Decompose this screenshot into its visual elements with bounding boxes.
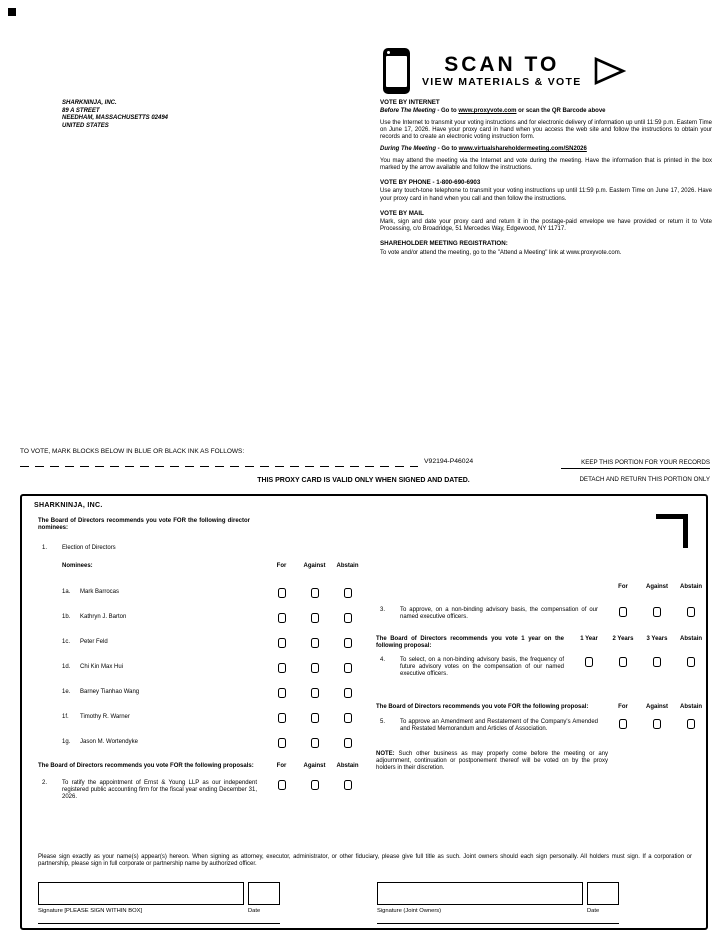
checkbox-against[interactable] (311, 713, 319, 723)
scan-title: SCAN TO (444, 53, 560, 76)
during-meeting-label: During The Meeting (380, 146, 436, 153)
proxyvote-link[interactable]: www.proxyvote.com (458, 108, 517, 115)
nominee-row (38, 730, 364, 755)
proposal-number: 3. (380, 607, 386, 613)
checkbox-abstain[interactable] (344, 780, 352, 790)
abstain-header: Abstain (336, 563, 359, 569)
nominees-header-row (38, 563, 364, 570)
recommendation-proposals-row (38, 763, 364, 770)
vote-column-headers (265, 563, 364, 570)
before-meeting-mid: - Go to (435, 108, 459, 115)
corner-registration-bracket (656, 514, 688, 548)
recommendation-proposal5: The Board of Directors recommends you vote FOR the following proposal: (376, 704, 589, 710)
vote-column-headers (606, 584, 708, 591)
scan-banner-text (422, 54, 582, 88)
proposal-text: To approve an Amendment and Restatement of the Company's Amended and Restated Memorandum and Articles of Association. (400, 719, 598, 732)
proposal-2 (38, 780, 364, 801)
vote-column-headers (606, 704, 708, 711)
proposal-5 (376, 719, 708, 733)
nominees-label: Nominees: (62, 563, 93, 569)
checkbox-abstain[interactable] (344, 713, 352, 723)
checkbox-abstain[interactable] (344, 588, 352, 598)
proposal-text: Election of Directors (62, 545, 116, 551)
checkbox-abstain[interactable] (344, 663, 352, 673)
proposal-text: To select, on a non-binding advisory basis, the frequency of future advisory votes on the compensation of our named executive officers. (400, 657, 564, 677)
scan-banner (383, 48, 626, 94)
two-years-header: 2 Years (612, 636, 634, 642)
before-meeting-label: Before The Meeting (380, 108, 436, 115)
detach-portion-label: DETACH AND RETURN THIS PORTION ONLY (579, 476, 710, 483)
sender-address-line: UNITED STATES (62, 122, 109, 129)
abstain-header: Abstain (679, 636, 702, 642)
sender-address-block (62, 100, 168, 130)
checkbox-for[interactable] (619, 607, 627, 617)
proposal-number: 2. (42, 780, 48, 786)
nominee-id: 1g. (62, 739, 71, 745)
phone-camera-dot (387, 51, 390, 54)
checkbox-2-years[interactable] (619, 657, 627, 667)
nominee-id: 1a. (62, 589, 71, 595)
frequency-column-headers (572, 636, 708, 643)
against-header: Against (303, 563, 326, 569)
proposal-number: 5. (380, 719, 386, 725)
nominee-id: 1d. (62, 664, 71, 670)
vote-by-phone-heading: VOTE BY PHONE - 1-800-690-6903 (380, 179, 481, 187)
signature-group-primary (38, 882, 280, 924)
recommendation-frequency: The Board of Directors recommends you vote 1 year on the following proposal: (376, 636, 564, 649)
checkbox-against[interactable] (653, 719, 661, 729)
for-header: For (618, 584, 628, 590)
scan-subtitle: VIEW MATERIALS & VOTE (422, 76, 582, 88)
signature-boxes (38, 882, 280, 905)
recommendation-nominees: The Board of Directors recommends you vote FOR the following director nominees: (38, 518, 250, 531)
signature-instructions: Please sign exactly as your name(s) appear(s) hereon. When signing as attorney, executor, administrator, or other fiduciary, please give full title as such. Joint owners should each sign personally. All holders must sign. If a corporation or partnership, please sign in full corporate or partnership name by authorized officer. (38, 854, 692, 867)
vote-column-headers (265, 763, 364, 770)
checkbox-against[interactable] (311, 688, 319, 698)
checkbox-for[interactable] (278, 613, 286, 623)
recommendation-proposal5-row (376, 704, 708, 711)
phone-icon (383, 48, 410, 94)
checkbox-against[interactable] (311, 780, 319, 790)
nominee-row (38, 605, 364, 630)
before-meeting-tail: or scan the QR Barcode above (516, 108, 606, 115)
proposal-3 (376, 607, 708, 621)
nominee-name: Timothy R. Warner (80, 714, 130, 720)
checkbox-for[interactable] (278, 638, 286, 648)
abstain-header: Abstain (679, 704, 702, 710)
checkbox-3-years[interactable] (653, 657, 661, 667)
valid-when-signed-notice: THIS PROXY CARD IS VALID ONLY WHEN SIGNED AND DATED. (257, 477, 470, 484)
registration-mark (8, 8, 16, 16)
against-header: Against (303, 763, 326, 769)
checkbox-abstain[interactable] (344, 738, 352, 748)
nominee-name: Barney Tianhao Wang (80, 689, 140, 695)
phone-body: Use any touch-tone telephone to transmit your voting instructions up until 11:59 p.m. Eastern Time on June 17, 2026. Have your proxy card in hand when you call and then follow the instructions. (380, 188, 712, 202)
signature-field[interactable] (38, 882, 244, 905)
nominee-id: 1b. (62, 614, 71, 620)
checkbox-abstain[interactable] (344, 688, 352, 698)
mark-blocks-instruction: TO VOTE, MARK BLOCKS BELOW IN BLUE OR BLACK INK AS FOLLOWS: (20, 448, 245, 455)
signature-boxes (377, 882, 619, 905)
checkbox-for[interactable] (619, 719, 627, 729)
checkbox-for[interactable] (278, 780, 286, 790)
vote-by-internet-heading: VOTE BY INTERNET (380, 99, 440, 106)
against-header: Against (645, 704, 668, 710)
nominee-row (38, 630, 364, 655)
voting-instructions (380, 99, 712, 261)
ballot-left-column (38, 518, 364, 801)
for-header: For (276, 563, 287, 569)
signature-labels (377, 908, 619, 915)
during-meeting-mid: - Go to (436, 146, 459, 153)
nominee-row (38, 680, 364, 705)
checkbox-against[interactable] (311, 738, 319, 748)
nominee-id: 1f. (62, 714, 69, 720)
signature-joint-label: Signature (Joint Owners) (377, 908, 442, 914)
virtual-meeting-link[interactable]: www.virtualshareholdermeeting.com/SN2026 (458, 146, 587, 153)
proxy-ballot-card (20, 494, 708, 930)
checkbox-against[interactable] (311, 613, 319, 623)
signature-group-joint (377, 882, 619, 924)
arrow-right-icon (594, 57, 626, 85)
detach-dashed-line (20, 466, 418, 467)
nominee-name: Peter Feld (80, 639, 108, 645)
nominee-name: Jason M. Wortendyke (80, 739, 138, 745)
phone-screen (386, 56, 407, 87)
nominee-rows (38, 580, 364, 755)
proposal-number: 1. (42, 545, 48, 551)
nominee-name: Mark Barrocas (80, 589, 120, 595)
signature-labels (38, 908, 280, 915)
vote-by-mail-heading: VOTE BY MAIL (380, 209, 424, 217)
proposal-number: 4. (380, 657, 386, 663)
nominee-row (38, 655, 364, 680)
checkbox-against[interactable] (311, 663, 319, 673)
other-business-note (376, 751, 608, 772)
ballot-right-column (376, 584, 708, 772)
recommendation-proposals: The Board of Directors recommends you vote FOR the following proposals: (38, 763, 254, 769)
proposal-text: To ratify the appointment of Ernst & Young LLP as our independent registered public accounting firm for the fiscal year ending December 31, 2026. (62, 780, 257, 800)
abstain-header: Abstain (679, 584, 702, 590)
note-label: NOTE: (376, 751, 395, 757)
company-name: SHARKNINJA, INC. (34, 502, 103, 509)
date-field[interactable] (587, 882, 619, 905)
meeting-registration-heading: SHAREHOLDER MEETING REGISTRATION: (380, 240, 508, 248)
date-field[interactable] (248, 882, 280, 905)
checkbox-abstain[interactable] (344, 638, 352, 648)
checkbox-abstain[interactable] (687, 607, 695, 617)
date-label: Date (587, 908, 600, 914)
nominee-name: Chi Kin Max Hui (80, 664, 124, 670)
checkbox-for[interactable] (278, 738, 286, 748)
checkbox-abstain[interactable] (344, 613, 352, 623)
keep-portion-label: KEEP THIS PORTION FOR YOUR RECORDS (561, 459, 710, 469)
sender-name: SHARKNINJA, INC. (62, 100, 117, 106)
nominee-row (38, 705, 364, 730)
during-meeting-line (380, 146, 712, 153)
checkbox-abstain[interactable] (687, 657, 695, 667)
proposal-text: To approve, on a non-binding advisory basis, the compensation of our named executive officers. (400, 607, 598, 620)
one-year-header: 1 Year (580, 636, 598, 642)
nominee-name: Kathryn J. Barton (80, 614, 127, 620)
note-body: Such other business as may properly come before the meeting or any adjournment, continuation or postponement thereof will be voted on by the proxy holders in their discretion. (376, 751, 608, 771)
date-label: Date (248, 908, 261, 914)
checkbox-abstain[interactable] (687, 719, 695, 729)
checkbox-against[interactable] (311, 638, 319, 648)
meeting-registration-body: To vote and/or attend the meeting, go to the "Attend a Meeting" link at www.proxyvote.com. (380, 249, 622, 256)
sender-address-line: 89 A STREET (62, 107, 100, 114)
proposal-1 (38, 545, 364, 552)
control-number: V92194-P46024 (424, 458, 474, 465)
vote-column-headers-row (376, 584, 708, 591)
checkbox-against[interactable] (311, 588, 319, 598)
signature-joint-field[interactable] (377, 882, 583, 905)
internet-during-body: You may attend the meeting via the Internet and vote during the meeting. Have the information that is printed in the box marked by the arrow available and follow the instructions. (380, 157, 712, 171)
checkbox-for[interactable] (278, 588, 286, 598)
before-meeting-line (380, 108, 712, 115)
three-years-header: 3 Years (646, 636, 668, 642)
checkbox-for[interactable] (278, 713, 286, 723)
sender-address-line: NEEDHAM, MASSACHUSETTS 02494 (62, 115, 169, 121)
recommendation-frequency-row (376, 636, 708, 650)
checkbox-against[interactable] (653, 607, 661, 617)
nominee-row (38, 580, 364, 605)
against-header: Against (645, 584, 668, 590)
signature-label: Signature [PLEASE SIGN WITHIN BOX] (38, 908, 143, 914)
checkbox-for[interactable] (278, 688, 286, 698)
for-header: For (276, 763, 287, 769)
checkbox-for[interactable] (278, 663, 286, 673)
proposal-4 (376, 657, 708, 678)
nominee-id: 1e. (62, 689, 71, 695)
nominee-id: 1c. (62, 639, 71, 645)
for-header: For (618, 704, 628, 710)
mail-body: Mark, sign and date your proxy card and return it in the postage-paid envelope we have provided or return it to Vote Processing, c/o Broadridge, 51 Mercedes Way, Edgewood, NY 11717. (380, 218, 712, 233)
abstain-header: Abstain (336, 763, 359, 769)
internet-before-body: Use the Internet to transmit your voting instructions and for electronic delivery of information up until 11:59 p.m. Eastern Time on June 17, 2026. Have your proxy card in hand when you access the web site and follow the instructions to obtain your records and to create an electronic voting instruction form. (380, 119, 712, 141)
checkbox-1-year[interactable] (585, 657, 593, 667)
